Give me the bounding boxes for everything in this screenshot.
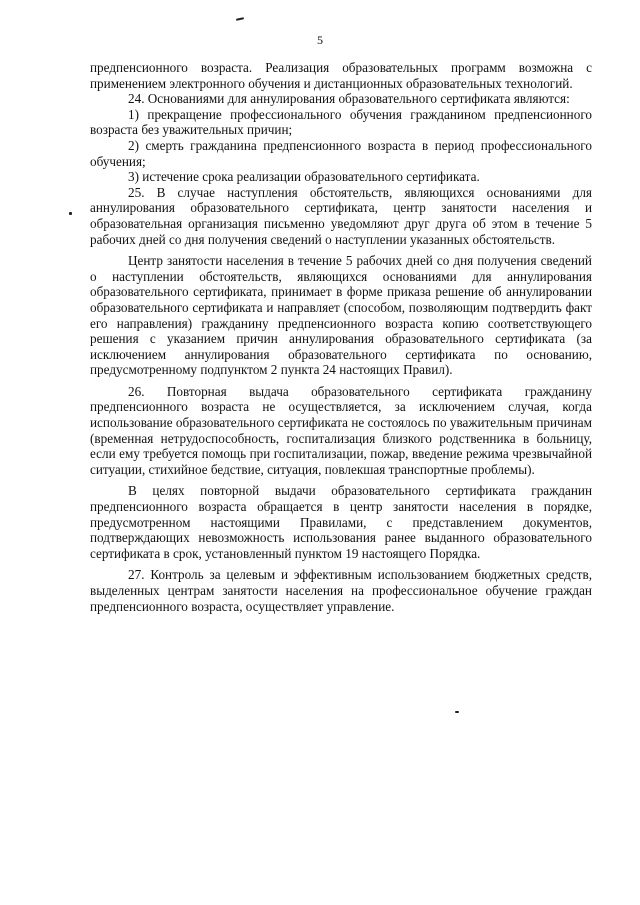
- paragraph-1: предпенсионного возраста. Реализация образовательных программ возможна с применением электронного обучения и дистанционных образовательных технологий.: [90, 60, 592, 91]
- list-item-2: 2) смерть гражданина предпенсионного возраста в период профессионального обучения;: [90, 137, 592, 169]
- scan-speck-left: [69, 212, 72, 215]
- list-item-3: 3) истечение срока реализации образовательного сертификата.: [128, 169, 480, 185]
- paragraph-26-continued: В целях повторной выдачи образовательного сертификата гражданин предпенсионного возраста обращается в центр занятости населения в порядке, предусмотренном настоящими Правилами, с представлением документов, подтверждающих невозможность использования ранее выданного образовательного сертификата в срок, установленный пунктом 19 настоящего Порядка.: [90, 483, 592, 561]
- paragraph-27: 27. Контроль за целевым и эффективным использованием бюджетных средств, выделенных центрам занятости населения на профессиональное обучение граждан предпенсионного возраста, осуществляет управление.: [90, 567, 592, 614]
- scan-speck-bottom: [455, 711, 459, 713]
- paragraph-25: 25. В случае наступления обстоятельств, являющихся основаниями для аннулирования образовательного сертификата, центр занятости населения и образовательная организация письменно уведомляют друг друга об этом в течение 5 рабочих дней со дня получения сведений о наступлении указанных обстоятельств.: [90, 184, 592, 247]
- document-body: [90, 60, 592, 614]
- paragraph-26: 26. Повторная выдача образовательного сертификата гражданину предпенсионного возраста не осуществляется, за исключением случая, когда использование образовательного сертификата не состоялось по уважительным причинам (временная нетрудоспособность, госпитализация близкого родственника в больницу, если ему требуется помощь при госпитализации, пожар, введение режима чрезвычайной ситуации, стихийное бедствие, ситуация, повлекшая транспортные проблемы).: [90, 383, 592, 477]
- paragraph-2: 24. Основаниями для аннулирования образовательного сертификата являются:: [128, 91, 570, 107]
- list-item-1: 1) прекращение профессионального обучения гражданином предпенсионного возраста без уважительных причин;: [90, 106, 592, 138]
- scan-speck-top: [236, 17, 244, 21]
- page-number: 5: [317, 33, 323, 47]
- paragraph-25-continued: Центр занятости населения в течение 5 рабочих дней со дня получения сведений о наступлении обстоятельств, являющихся основаниями для аннулирования образовательного сертификата, принимает в форме приказа решение об аннулировании образовательного сертификата и направляет (способом, позволяющим подтвердить факт его направления) гражданину предпенсионного возраста копию соответствующего решения с указанием причин аннулирования образовательного сертификата (за исключением аннулирования образовательного сертификата по основанию, предусмотренному подпунктом 2 пункта 24 настоящих Правил).: [90, 253, 592, 378]
